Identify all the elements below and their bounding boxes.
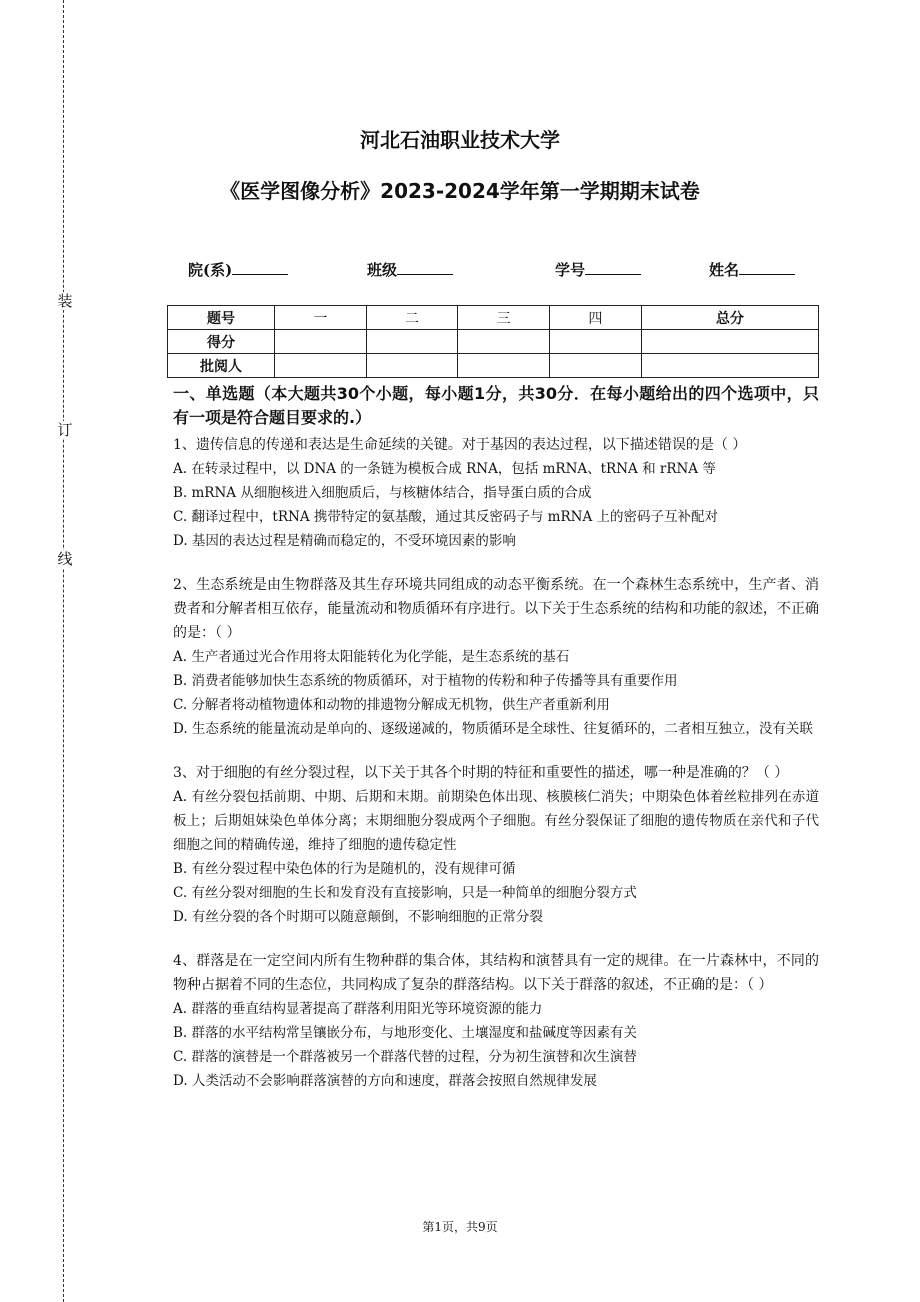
- score-table: [167, 305, 819, 378]
- score-col-total: 总分: [641, 306, 818, 330]
- option-d: D. 有丝分裂的各个时期可以随意颠倒，不影响细胞的正常分裂: [173, 909, 543, 925]
- question-stem: 1、遗传信息的传递和表达是生命延续的关键。对于基因的表达过程，以下描述错误的是（ ）: [173, 437, 747, 453]
- option-a: A. 在转录过程中，以 DNA 的一条链为模板合成 RNA，包括 mRNA、tRNA 和 rRNA 等: [173, 461, 716, 477]
- score-cell[interactable]: [275, 330, 367, 354]
- exam-content: [173, 382, 819, 1093]
- option-d: D. 人类活动不会影响群落演替的方向和速度，群落会按照自然规律发展: [173, 1073, 597, 1089]
- option-a: A. 生产者通过光合作用将太阳能转化为化学能，是生态系统的基石: [173, 649, 570, 665]
- option-b: B. 群落的水平结构常呈镶嵌分布，与地形变化、土壤湿度和盐碱度等因素有关: [173, 1025, 638, 1041]
- option-c: C. 分解者将动植物遗体和动物的排遗物分解成无机物，供生产者重新利用: [173, 697, 610, 713]
- dept-label: 院(系): [188, 261, 233, 279]
- school-title: 河北石油职业技术大学: [360, 128, 560, 152]
- score-cell[interactable]: [366, 330, 458, 354]
- student-id-blank[interactable]: [585, 260, 641, 275]
- score-row-label: 得分: [168, 330, 275, 354]
- section-heading: 一、单选题（本大题共30个小题，每小题1分，共30分．在每小题给出的四个选项中，只有一项是符合题目要求的.）: [173, 384, 819, 427]
- question-stem: 2、生态系统是由生物群落及其生存环境共同组成的动态平衡系统。在一个森林生态系统中，生产者、消费者和分解者相互依存，能量流动和物质循环有序进行。以下关于生态系统的结构和功能的叙述，不正确的是：（ ）: [173, 577, 819, 641]
- name-label: 姓名: [709, 261, 740, 279]
- score-cell[interactable]: [458, 330, 550, 354]
- student-id-label: 学号: [555, 261, 586, 279]
- score-col-4: 四: [550, 306, 642, 330]
- score-col-label: 题号: [168, 306, 275, 330]
- binding-char-zhuang: 装: [57, 292, 73, 310]
- option-d: D. 生态系统的能量流动是单向的、逐级递减的，物质循环是全球性、往复循环的，二者相互独立，没有关联: [173, 721, 813, 737]
- question-3: [173, 761, 819, 929]
- class-label: 班级: [367, 261, 398, 279]
- option-a: A. 群落的垂直结构显著提高了群落利用阳光等环境资源的能力: [173, 1001, 543, 1017]
- reviewer-cell[interactable]: [550, 354, 642, 378]
- name-blank[interactable]: [739, 260, 795, 275]
- class-field[interactable]: [367, 259, 453, 280]
- question-stem: 4、群落是在一定空间内所有生物种群的集合体，其结构和演替具有一定的规律。在一片森林中，不同的物种占据着不同的生态位，共同构成了复杂的群落结构。以下关于群落的叙述，不正确的是：（ ）: [173, 953, 819, 993]
- name-field[interactable]: [709, 259, 795, 280]
- score-row: [168, 330, 819, 354]
- score-col-3: 三: [458, 306, 550, 330]
- dept-blank[interactable]: [232, 260, 288, 275]
- exam-title: 《医学图像分析》2023-2024学年第一学期期末试卷: [220, 179, 700, 203]
- option-c: C. 有丝分裂对细胞的生长和发育没有直接影响，只是一种简单的细胞分裂方式: [173, 885, 637, 901]
- option-b: B. mRNA 从细胞核进入细胞质后，与核糖体结合，指导蛋白质的合成: [173, 485, 592, 501]
- score-table-header-row: [168, 306, 819, 330]
- option-a: A. 有丝分裂包括前期、中期、后期和末期。前期染色体出现、核膜核仁消失；中期染色体着丝粒排列在赤道板上；后期姐妹染色单体分离；末期细胞分裂成两个子细胞。有丝分裂保证了细胞的遗传物质在亲代和子代细胞之间的精确传递，维持了细胞的遗传稳定性: [173, 789, 819, 853]
- option-d: D. 基因的表达过程是精确而稳定的，不受环境因素的影响: [173, 533, 516, 549]
- question-stem: 3、对于细胞的有丝分裂过程，以下关于其各个时期的特征和重要性的描述，哪一种是准确的？（ ）: [173, 765, 789, 781]
- option-b: B. 有丝分裂过程中染色体的行为是随机的，没有规律可循: [173, 861, 516, 877]
- question-2: [173, 573, 819, 741]
- dept-field[interactable]: [188, 259, 288, 280]
- reviewer-cell[interactable]: [641, 354, 818, 378]
- reviewer-row-label: 批阅人: [168, 354, 275, 378]
- score-col-2: 二: [366, 306, 458, 330]
- reviewer-row: [168, 354, 819, 378]
- class-blank[interactable]: [397, 260, 453, 275]
- reviewer-cell[interactable]: [275, 354, 367, 378]
- page-number: 第1页，共9页: [422, 1220, 498, 1234]
- reviewer-cell[interactable]: [458, 354, 550, 378]
- score-cell[interactable]: [550, 330, 642, 354]
- student-id-field[interactable]: [555, 259, 641, 280]
- option-c: C. 群落的演替是一个群落被另一个群落代替的过程，分为初生演替和次生演替: [173, 1049, 637, 1065]
- option-b: B. 消费者能够加快生态系统的物质循环，对于植物的传粉和种子传播等具有重要作用: [173, 673, 678, 689]
- binding-char-xian: 线: [57, 550, 73, 568]
- reviewer-cell[interactable]: [366, 354, 458, 378]
- score-cell[interactable]: [641, 330, 818, 354]
- question-1: [173, 433, 819, 553]
- score-col-1: 一: [275, 306, 367, 330]
- question-4: [173, 949, 819, 1093]
- option-c: C. 翻译过程中，tRNA 携带特定的氨基酸，通过其反密码子与 mRNA 上的密码子互补配对: [173, 509, 718, 525]
- binding-char-ding: 订: [57, 421, 73, 439]
